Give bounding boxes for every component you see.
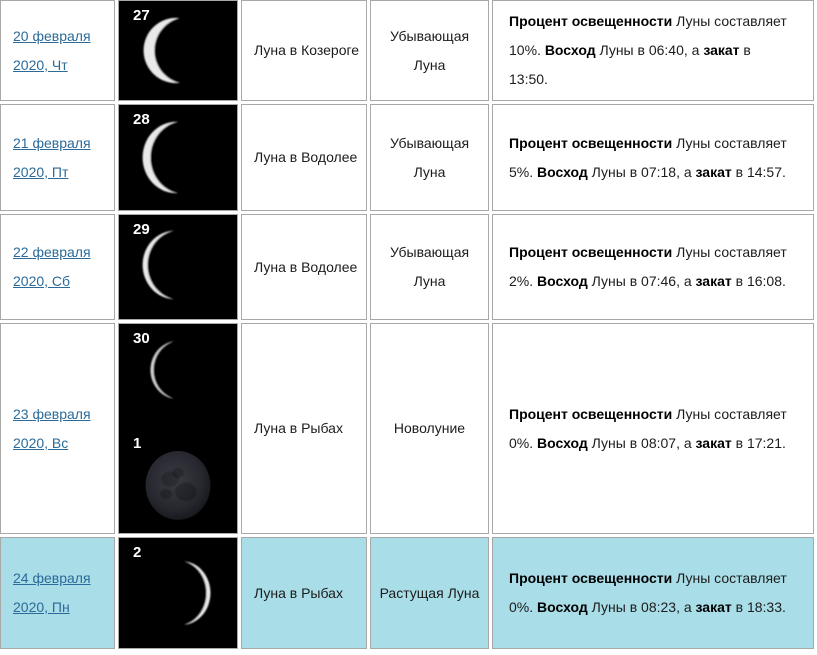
- table-row: [0, 537, 814, 649]
- desc-bold-text: Восход: [537, 163, 588, 180]
- desc-bold-text: Процент освещенности: [509, 570, 673, 586]
- waxing-crescent-1-icon: [119, 538, 237, 648]
- desc-text: Луны в 08:07, а: [587, 434, 696, 451]
- desc-text: в 13:50.: [509, 42, 751, 87]
- desc-text: Луны составляет 0%.: [509, 570, 787, 615]
- moon-cell: [118, 104, 238, 211]
- date-link[interactable]: 24 февраля 2020, Пн: [13, 570, 91, 615]
- desc-text: в 14:57.: [731, 163, 786, 180]
- moon-description: [492, 104, 814, 211]
- desc-bold-text: Восход: [537, 434, 588, 451]
- desc-text: Луны в 06:40, а: [595, 42, 704, 58]
- moon-phase-text: Убывающая Луна: [370, 0, 489, 101]
- desc-text: Луны в 07:18, а: [587, 163, 696, 180]
- moon-day-number: 28: [133, 111, 150, 128]
- desc-bold-text: Восход: [537, 599, 588, 615]
- moon-day-number: 2: [133, 544, 142, 561]
- waning-crescent-10-icon: [119, 1, 237, 100]
- desc-bold-text: Восход: [544, 42, 596, 58]
- zodiac-sign-text: Луна в Козероге: [241, 0, 367, 101]
- table-row: [0, 0, 814, 101]
- moon-day-number: 27: [133, 7, 150, 24]
- table-row: [0, 214, 814, 320]
- desc-bold-text: Процент освещенности: [509, 244, 673, 260]
- desc-text: Луны составляет 5%.: [509, 134, 787, 180]
- date-cell: [0, 104, 115, 211]
- zodiac-sign-text: Луна в Водолее: [241, 104, 367, 211]
- desc-bold-text: закат: [695, 599, 732, 615]
- zodiac-sign-text: Луна в Водолее: [241, 214, 367, 320]
- new-moon-icon: [119, 429, 237, 534]
- desc-text: в 18:33.: [731, 599, 786, 615]
- table-row: [0, 323, 814, 534]
- desc-bold-text: закат: [695, 434, 732, 451]
- zodiac-sign-text: Луна в Рыбах: [241, 323, 367, 534]
- desc-text: Луны составляет 10%.: [509, 13, 787, 58]
- moon-description: [492, 323, 814, 534]
- desc-text: Луны составляет 0%.: [509, 405, 787, 451]
- desc-text: в 16:08.: [731, 273, 786, 289]
- moon-cell: [118, 214, 238, 320]
- moon-phase-text: Новолуние: [370, 323, 489, 534]
- date-link[interactable]: 21 февраля 2020, Пт: [13, 134, 91, 180]
- moon-phase-text: Растущая Луна: [370, 537, 489, 649]
- desc-text: Луны составляет 2%.: [509, 244, 787, 289]
- moon-description: [492, 537, 814, 649]
- moon-cell: [118, 323, 238, 534]
- date-link[interactable]: 20 февраля 2020, Чт: [13, 27, 91, 73]
- waning-crescent-2-icon: [119, 215, 237, 319]
- desc-bold-text: закат: [703, 42, 740, 58]
- moon-image-stack: [119, 215, 237, 319]
- date-cell: [0, 323, 115, 534]
- moon-phase-text: Убывающая Луна: [370, 104, 489, 211]
- date-link[interactable]: 22 февраля 2020, Сб: [13, 244, 91, 289]
- desc-text: Луны в 08:23, а: [587, 599, 696, 615]
- date-cell: [0, 0, 115, 101]
- moon-cell: [118, 0, 238, 101]
- date-cell: [0, 214, 115, 320]
- moon-image-stack: [119, 1, 237, 100]
- desc-bold-text: закат: [695, 163, 732, 180]
- moon-day-number: 30: [133, 330, 150, 347]
- moon-day-number: 1: [133, 434, 142, 452]
- table-row: [0, 104, 814, 211]
- desc-bold-text: Процент освещенности: [509, 13, 673, 29]
- date-cell: [0, 537, 115, 649]
- moon-image-stack: [119, 538, 237, 648]
- moon-phase-text: Убывающая Луна: [370, 214, 489, 320]
- desc-bold-text: закат: [695, 273, 732, 289]
- desc-bold-text: Процент освещенности: [509, 134, 673, 151]
- moon-image-stack: [119, 105, 237, 210]
- zodiac-sign-text: Луна в Рыбах: [241, 537, 367, 649]
- moon-image-stack: [119, 324, 237, 533]
- desc-text: Луны в 07:46, а: [587, 273, 696, 289]
- date-link[interactable]: 23 февраля 2020, Вс: [13, 405, 91, 451]
- desc-bold-text: Процент освещенности: [509, 405, 673, 422]
- waning-crescent-5-icon: [119, 105, 237, 210]
- waning-crescent-1-icon: [119, 324, 237, 429]
- moon-cell: [118, 537, 238, 649]
- moon-description: [492, 0, 814, 101]
- desc-text: в 17:21.: [731, 434, 786, 451]
- moon-day-number: 29: [133, 221, 150, 238]
- moon-description: [492, 214, 814, 320]
- desc-bold-text: Восход: [537, 273, 588, 289]
